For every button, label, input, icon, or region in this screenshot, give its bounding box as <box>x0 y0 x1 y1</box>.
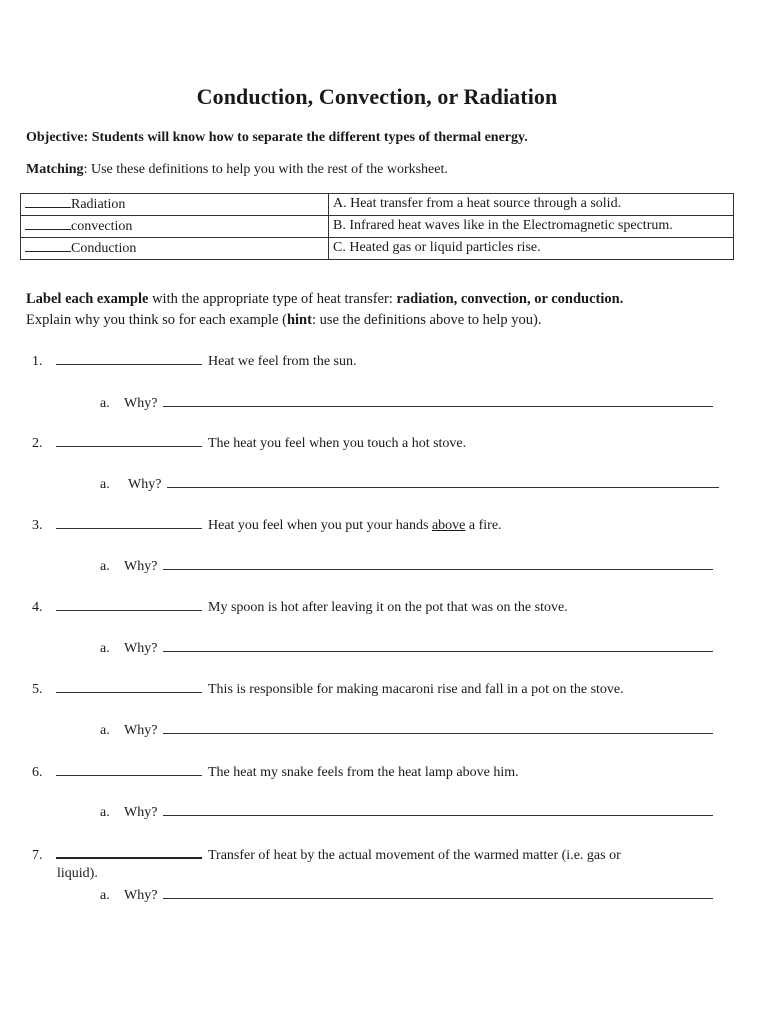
why-answer-line[interactable] <box>163 886 713 899</box>
question-2 <box>32 434 466 452</box>
question-4 <box>32 598 568 616</box>
answer-blank[interactable] <box>25 239 71 252</box>
why-row-2 <box>100 475 719 493</box>
why-row-6 <box>100 803 713 821</box>
table-row <box>21 238 734 260</box>
why-answer-line[interactable] <box>163 721 713 734</box>
term-label: Radiation <box>71 197 126 212</box>
question-7 <box>32 845 621 864</box>
term-cell <box>21 238 329 260</box>
answer-blank[interactable] <box>56 680 202 693</box>
instructions-line2-post: : use the definitions above to help you). <box>311 312 542 328</box>
objective-text: Objective: Students will know how to separate the different types of thermal energy. <box>26 130 528 145</box>
why-row-7 <box>100 886 713 904</box>
question-text: The heat my snake feels from the heat lamp above him. <box>208 765 519 780</box>
why-row-5 <box>100 721 713 739</box>
why-label: Why? <box>124 723 158 738</box>
answer-blank[interactable] <box>56 516 202 529</box>
question-number: 3. <box>32 518 43 533</box>
question-number: 4. <box>32 600 43 615</box>
why-letter: a. <box>100 723 110 738</box>
answer-blank[interactable] <box>56 434 202 447</box>
why-letter: a. <box>100 888 110 903</box>
question-text-pre: Heat you feel when you put your hands <box>208 518 432 533</box>
why-answer-line[interactable] <box>167 475 719 488</box>
why-letter: a. <box>100 805 110 820</box>
question-number: 6. <box>32 765 43 780</box>
definition-cell: C. Heated gas or liquid particles rise. <box>329 238 734 260</box>
why-letter: a. <box>100 396 110 411</box>
term-label: convection <box>71 219 133 234</box>
matching-instructions <box>26 162 448 178</box>
instructions-line2-pre: Explain why you think so for each example ( <box>26 312 287 328</box>
definition-cell: A. Heat transfer from a heat source through a solid. <box>329 194 734 216</box>
why-letter: a. <box>100 641 110 656</box>
page-title: Conduction, Convection, or Radiation <box>196 84 558 109</box>
question-7-continuation: liquid). <box>57 866 98 881</box>
table-row <box>21 194 734 216</box>
question-text-underlined: above <box>431 518 466 533</box>
question-6 <box>32 763 519 781</box>
term-label: Conduction <box>71 241 137 256</box>
question-text: My spoon is hot after leaving it on the pot that was on the stove. <box>208 600 568 615</box>
question-number: 2. <box>32 436 43 451</box>
definitions-table <box>20 193 734 260</box>
answer-blank[interactable] <box>25 217 71 230</box>
table-row <box>21 216 734 238</box>
why-letter: a. <box>100 559 110 574</box>
question-text: This is responsible for making macaroni rise and fall in a pot on the stove. <box>208 682 624 697</box>
why-row-1 <box>100 394 713 412</box>
why-answer-line[interactable] <box>163 557 713 570</box>
why-answer-line[interactable] <box>163 394 713 407</box>
why-label: Why? <box>124 888 158 903</box>
question-1 <box>32 352 357 370</box>
matching-label: Matching <box>26 162 84 177</box>
question-text: Transfer of heat by the actual movement of the warmed matter (i.e. gas or <box>208 848 621 863</box>
why-letter: a. <box>100 477 110 492</box>
answer-blank[interactable] <box>56 598 202 611</box>
why-label: Why? <box>124 559 158 574</box>
matching-text: : Use these definitions to help you with the rest of the worksheet. <box>83 162 448 177</box>
why-row-4 <box>100 639 713 657</box>
why-answer-line[interactable] <box>163 639 713 652</box>
question-3 <box>32 516 502 534</box>
question-text-post: a fire. <box>465 518 502 533</box>
instructions-bold-lead: Label each example <box>26 291 149 307</box>
instructions-mid: with the appropriate type of heat transfer: <box>148 291 397 307</box>
why-label: Why? <box>128 477 162 492</box>
why-label: Why? <box>124 641 158 656</box>
question-5 <box>32 680 624 698</box>
instructions-bold-types: radiation, convection, or conduction. <box>396 291 624 307</box>
question-text: The heat you feel when you touch a hot stove. <box>208 436 467 451</box>
question-number: 1. <box>32 354 43 369</box>
definition-cell: B. Infrared heat waves like in the Electromagnetic spectrum. <box>329 216 734 238</box>
hint-label: hint <box>286 312 312 328</box>
why-answer-line[interactable] <box>163 803 713 816</box>
question-number: 5. <box>32 682 43 697</box>
why-row-3 <box>100 557 713 575</box>
why-label: Why? <box>124 805 158 820</box>
question-text: Heat we feel from the sun. <box>208 354 357 369</box>
label-instructions <box>26 289 746 331</box>
why-label: Why? <box>124 396 158 411</box>
answer-blank[interactable] <box>56 845 202 859</box>
term-cell <box>21 216 329 238</box>
answer-blank[interactable] <box>56 352 202 365</box>
answer-blank[interactable] <box>25 195 71 208</box>
question-number: 7. <box>32 848 43 863</box>
answer-blank[interactable] <box>56 763 202 776</box>
term-cell <box>21 194 329 216</box>
